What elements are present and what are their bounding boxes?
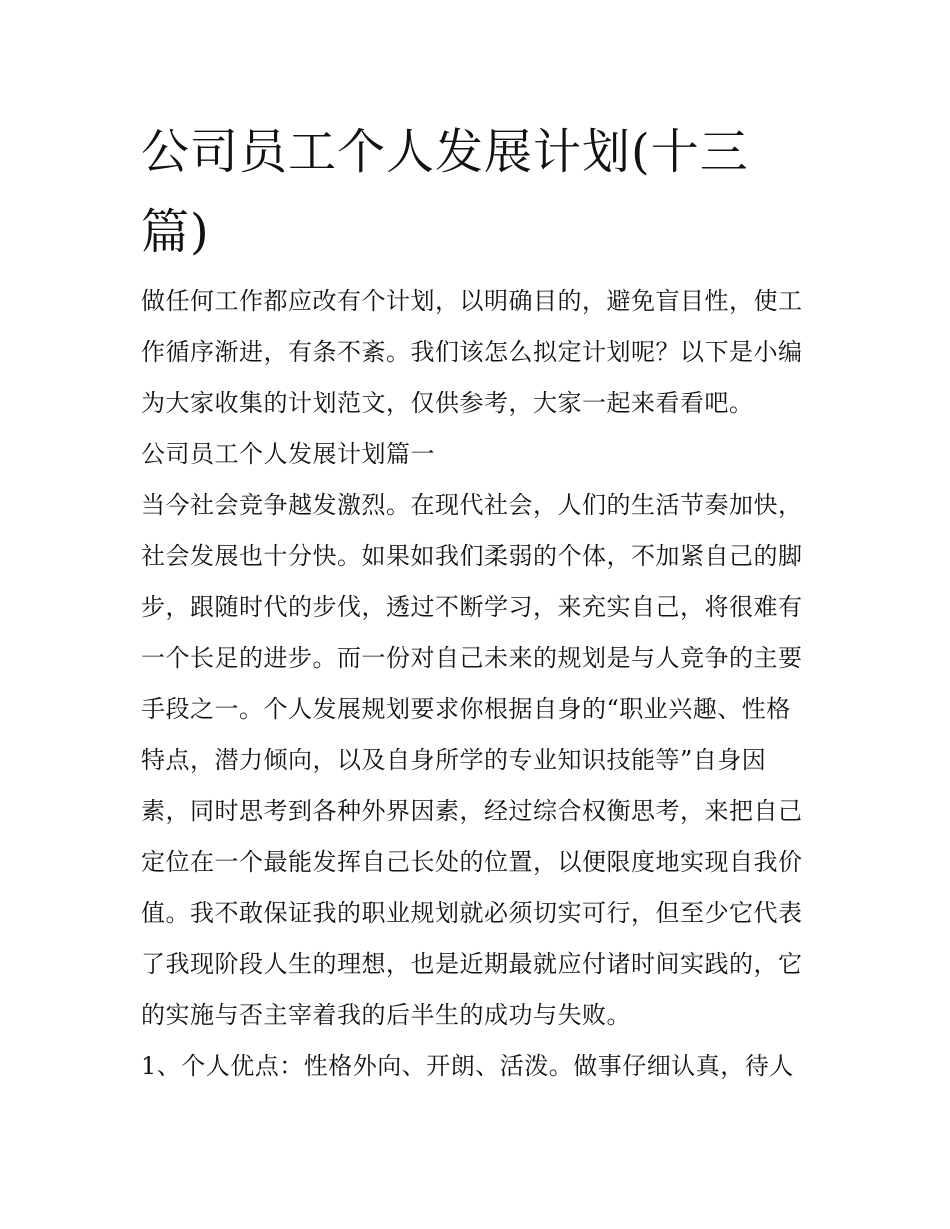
text-line-1: 做任何工作都应改有个计划，以明确目的，避免盲目性，使工 [141,287,803,315]
text-line-14: 了我现阶段人生的理想，也是近期最就应付诸时间实践的，它 [141,950,803,978]
text-line-6: 社会发展也十分快。如果如我们柔弱的个体，不加紧自己的脚 [141,542,803,570]
text-line-7: 步，跟随时代的步伐，透过不断学习，来充实自己，将很难有 [141,593,803,621]
text-line-2: 作循序渐进，有条不紊。我们该怎么拟定计划呢？以下是小编 [141,338,803,366]
text-line-10: 特点，潜力倾向，以及自身所学的专业知识技能等”自身因 [141,746,767,774]
text-line-16: 1、个人优点：性格外向、开朗、活泼。做事仔细认真，待人 [141,1052,794,1080]
text-line-15: 的实施与否主宰着我的后半生的成功与失败。 [141,1001,631,1029]
section-heading: 公司员工个人发展计划篇一 [141,440,435,468]
text-line-9: 手段之一。个人发展规划要求你根据自身的“职业兴趣、性格 [141,695,791,723]
text-line-3: 为大家收集的计划范文，仅供参考，大家一起来看看吧。 [141,389,754,417]
text-line-12: 定位在一个最能发挥自己长处的位置，以便限度地实现自我价 [141,848,803,876]
text-line-8: 一个长足的进步。而一份对自己未来的规划是与人竞争的主要 [141,644,803,672]
text-line-5: 当今社会竞争越发激烈。在现代社会，人们的生活节奏加快， [141,491,803,519]
document-body [141,276,813,1092]
text-line-13: 值。我不敢保证我的职业规划就必须切实可行，但至少它代表 [141,899,803,927]
document-title: 公司员工个人发展计划(十三篇) [141,124,749,260]
text-line-11: 素，同时思考到各种外界因素，经过综合权衡思考，来把自己 [141,797,803,825]
